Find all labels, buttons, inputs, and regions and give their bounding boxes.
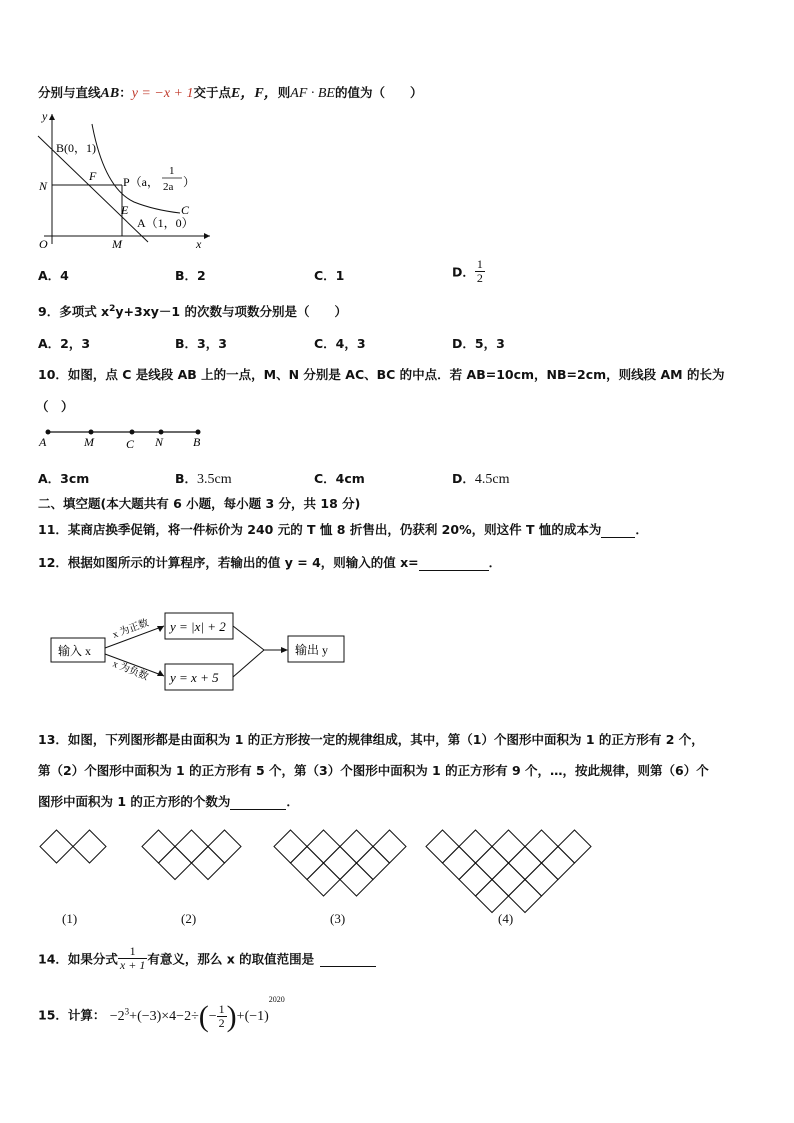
q14-stem: [38, 945, 376, 972]
figure-4-square: [443, 847, 476, 880]
q8-option-c[interactable]: C．1: [314, 268, 345, 283]
point-a: [46, 430, 51, 435]
figure-4-square: [459, 830, 492, 863]
q10-option-d-value: 4.5cm: [474, 472, 510, 487]
q13-end: ．: [286, 794, 299, 809]
figure-3-square: [340, 863, 373, 896]
q13-answer-blank[interactable]: [230, 794, 286, 810]
q12-end: ．: [488, 555, 502, 570]
q11-stem: [38, 520, 648, 538]
intro-line-name: AB: [100, 86, 120, 101]
q9-option-c[interactable]: C．4，3: [314, 336, 366, 351]
fraction-denominator: 2: [476, 271, 483, 285]
intro-expression: AF · BE: [290, 86, 335, 101]
q12-text: 12．根据如图所示的计算程序，若输出的值 y = 4，则输入的值 x=: [38, 555, 419, 570]
q8-option-d-label: D．: [452, 264, 475, 280]
fraction-numerator: 1: [476, 257, 483, 271]
q14-answer-blank[interactable]: [320, 951, 376, 967]
point-p-den: 2a: [163, 181, 174, 193]
q12-flowchart: [48, 604, 368, 696]
q9-stem: [38, 302, 347, 320]
figure-4-square: [525, 863, 558, 896]
bottom-formula-text: y = x + 5: [170, 670, 219, 685]
q13-caption-3: (3): [330, 911, 346, 926]
q13-line-3-text: 图形中面积为 1 的正方形的个数为: [38, 794, 231, 809]
q9-stem-post: y+3xy－1 的次数与项数分别是（ ）: [115, 304, 347, 319]
q13-figures: [30, 822, 600, 932]
q14-fraction: [118, 945, 147, 972]
q11-text: 11．某商店换季促销，将一件标价为 240 元的 T 恤 8 折售出，仍获利 20%，则这件 T 恤的成本为: [38, 522, 602, 537]
figure-1-square: [73, 830, 106, 863]
figure-3-square: [340, 830, 373, 863]
intro-then: 则: [277, 85, 291, 100]
q13-line-2: 第（2）个图形中面积为 1 的正方形有 5 个，第（3）个图形中面积为 1 的正方形有 9 个，…，按此规律，则第（6）个: [38, 763, 709, 778]
arrow-head-output: [281, 647, 288, 653]
figure-4-square: [476, 847, 509, 880]
q10-option-b-label: B．: [175, 471, 198, 486]
q15-term-a: −2: [109, 1009, 125, 1024]
q10-stem: 10．如图，点 C 是线段 AB 上的一点，M、N 分别是 AC、BC 的中点．若 AB=10cm，NB=2cm，则线段 AM 的长为: [38, 367, 725, 382]
point-c: [130, 430, 135, 435]
q11-end: ．: [635, 522, 648, 537]
q10-option-b-value: 3.5cm: [197, 472, 232, 487]
q15-fraction-sign: −: [208, 1008, 217, 1024]
figure-4-square: [426, 830, 459, 863]
top-formula-text: y = |x| + 2: [170, 619, 226, 634]
merge-line-top: [233, 626, 264, 650]
figure-3-square: [291, 847, 324, 880]
figure-2-square: [142, 830, 175, 863]
point-n: [159, 430, 164, 435]
point-n-label: N: [39, 179, 48, 193]
point-p-label: P（a，: [123, 175, 160, 189]
q15-numerator: 1: [218, 1002, 225, 1017]
q10-paren: （ ）: [36, 399, 74, 414]
figure-2-square: [208, 830, 241, 863]
q9-option-d[interactable]: D．5，3: [452, 336, 505, 351]
q9-superscript: 2: [109, 303, 116, 314]
figure-4-square: [459, 863, 492, 896]
figure-4-square: [492, 830, 525, 863]
arrow-head-negative: [157, 670, 164, 676]
intro-prefix: 分别与直线: [38, 85, 101, 100]
q13-caption-1: (1): [62, 911, 78, 926]
q14-numerator: 1: [118, 945, 147, 959]
intro-colon: ：: [119, 85, 132, 100]
q13-caption-4: (4): [498, 911, 514, 926]
q14-denominator: x + 1: [119, 958, 146, 972]
label-m: M: [84, 435, 94, 449]
figure-3-square: [324, 847, 357, 880]
label-a: A: [39, 435, 47, 449]
q10-option-d[interactable]: [452, 469, 510, 488]
q10-option-c[interactable]: C．4cm: [314, 471, 365, 486]
intro-points: E，F，: [231, 86, 278, 101]
x-label: x: [196, 237, 202, 251]
output-box-text: 输出 y: [295, 643, 329, 657]
arrow-head-positive: [157, 626, 164, 632]
figure-3-square: [357, 847, 390, 880]
figure-3-square: [307, 830, 340, 863]
label-c: C: [126, 437, 135, 451]
q9-option-b[interactable]: B．3，3: [175, 336, 227, 351]
q15-term-c: +(−1): [236, 1008, 269, 1024]
q15-right-paren: ): [226, 999, 237, 1033]
q15-exponent-a: 3: [124, 1006, 130, 1017]
q12-answer-blank[interactable]: [419, 555, 489, 571]
q8-option-d[interactable]: [452, 258, 485, 285]
q9-option-a[interactable]: A．2，3: [38, 336, 91, 351]
q13-caption-2: (2): [181, 911, 197, 926]
figure-4-square: [509, 847, 542, 880]
figure-3-square: [274, 830, 307, 863]
point-f-label: F: [89, 169, 97, 183]
point-b-label: B(0，1): [56, 141, 96, 155]
q14-post: 有意义，那么 x 的取值范围是: [147, 951, 315, 967]
q12-stem: [38, 553, 501, 571]
figure-4-square: [492, 863, 525, 896]
y-label: y: [42, 109, 48, 123]
q15-left-paren: (: [198, 999, 209, 1033]
section-2-header: 二、填空题(本大题共有 6 小题，每小题 3 分，共 18 分): [38, 496, 361, 511]
q13-line-3: [38, 792, 299, 810]
intro-mid: 交于点: [193, 85, 232, 100]
q15-exponent-c: 2020: [268, 995, 285, 1004]
q8-intro-line: [38, 82, 422, 102]
q13-line-1: 13．如图，下列图形都是由面积为 1 的正方形按一定的规律组成，其中，第（1）个图形中面积为 1 的正方形有 2 个，: [38, 732, 704, 747]
figure-3-square: [373, 830, 406, 863]
figure-3-square: [307, 863, 340, 896]
q15-term-b: +(−3)×4−2÷: [129, 1009, 199, 1024]
figure-4-square: [558, 830, 591, 863]
curve-c-label: C: [181, 203, 190, 217]
q10-option-b[interactable]: [175, 469, 232, 488]
point-p-num: 1: [169, 165, 175, 177]
figure-2-square: [159, 847, 192, 880]
q15-expression: [109, 995, 285, 1033]
figure-4-square: [542, 847, 575, 880]
label-positive: x 为正数: [111, 617, 151, 641]
x-axis-arrow: [204, 233, 210, 239]
label-b: B: [193, 435, 201, 449]
label-n: N: [155, 435, 164, 449]
q8-option-a[interactable]: A．4: [38, 268, 69, 283]
point-p-close: ）: [183, 175, 196, 189]
q10-segment-figure: [34, 422, 214, 452]
figure-4-square: [525, 830, 558, 863]
point-b: [196, 430, 201, 435]
q15-fraction: [217, 1003, 227, 1030]
origin-label: O: [39, 237, 48, 251]
point-m: [89, 430, 94, 435]
figure-1-square: [40, 830, 73, 863]
q10-option-d-label: D．: [452, 471, 475, 486]
intro-equation: y = −x + 1: [131, 86, 194, 101]
q8-graph: [30, 108, 230, 253]
intro-suffix: 的值为（ ）: [334, 85, 423, 100]
label-negative: x 为负数: [110, 658, 150, 683]
q14-pre: 14．如果分式: [38, 951, 118, 967]
point-a-label: A（1，0）: [137, 216, 194, 230]
q8-option-b[interactable]: B．2: [175, 268, 206, 283]
q8-option-d-fraction: [475, 258, 485, 285]
input-box-text: 输入 x: [58, 644, 92, 658]
q15-pre: 15．计算：: [38, 1007, 106, 1023]
q9-stem-pre: 9．多项式 x: [38, 304, 110, 319]
hyperbola-curve: [92, 124, 180, 213]
figure-2-square: [175, 830, 208, 863]
figure-2-square: [192, 847, 225, 880]
y-axis-arrow: [49, 114, 55, 120]
figure-4-square: [509, 880, 542, 913]
q15-denominator: 2: [218, 1016, 225, 1031]
point-e-label: E: [121, 203, 129, 217]
q11-answer-blank[interactable]: [601, 522, 635, 538]
q10-option-a[interactable]: A．3cm: [38, 471, 90, 486]
merge-line-bottom: [233, 650, 264, 677]
q15-stem: [38, 995, 285, 1034]
figure-4-square: [476, 880, 509, 913]
point-m-label: M: [112, 237, 122, 251]
